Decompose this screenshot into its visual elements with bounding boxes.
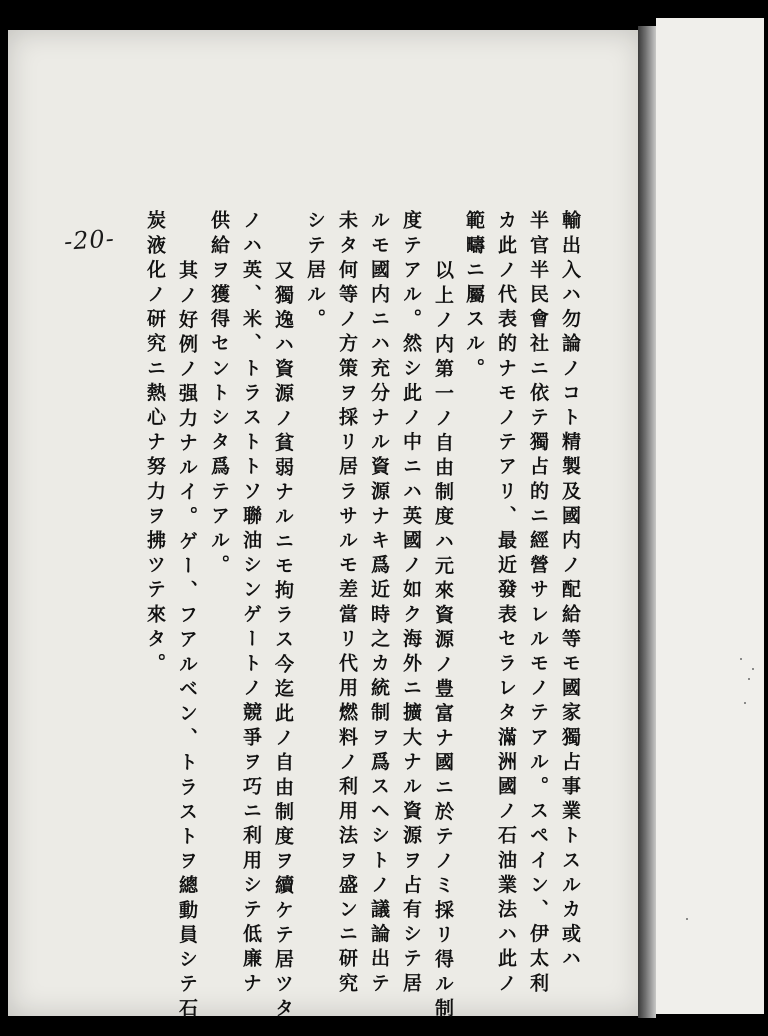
document-page: [8, 30, 642, 1023]
paper-speck: [740, 658, 742, 660]
text-column-7: ルモ國内ニハ充分ナル資源ナキ爲近時之カ統制ヲ爲スヘシトノ議論出テ: [368, 210, 390, 998]
text-column-2: 半官半民會社ニ依テ獨占的ニ經營サレルモノテアル。スペイン、伊太利: [527, 210, 549, 998]
text-column-13: 其ノ好例ノ强力ナルイ。ゲー、フアルベン、トラストヲ總動員シテ石: [176, 260, 198, 1023]
page-number: -20-: [63, 224, 116, 256]
text-column-10: 又獨逸ハ資源ノ貧弱ナルニモ拘ラス今迄此ノ自由制度ヲ續ケテ居ツタ: [272, 260, 294, 1023]
book-spine-shadow: [638, 26, 656, 1018]
text-column-11: ノハ英、米、トラストトソ聯油シンゲートノ競爭ヲ巧ニ利用シテ低廉ナ: [240, 210, 262, 998]
text-column-8: 未タ何等ノ方策ヲ採リ居ラサルモ差當リ代用燃料ノ利用法ヲ盛ンニ研究: [336, 210, 358, 998]
paper-speck: [752, 668, 754, 670]
text-column-1: 輸出入ハ勿論ノコト精製及國内ノ配給等モ國家獨占事業トスルカ或ハ: [559, 210, 581, 973]
text-column-9: シテ居ル。: [304, 210, 326, 333]
paper-speck: [748, 678, 750, 680]
facing-page-edge: [656, 18, 764, 1014]
text-column-12: 供給ヲ獲得セントシタ爲テアル。: [208, 210, 230, 579]
text-column-5: 以上ノ内第一ノ自由制度ハ元來資源ノ豊富ナ國ニ於テノミ採リ得ル制: [432, 260, 454, 1023]
text-column-3: カ此ノ代表的ナモノテアリ、最近發表セラレタ滿洲國ノ石油業法ハ此ノ: [495, 210, 517, 998]
text-column-14: 炭液化ノ研究ニ熱心ナ努力ヲ拂ツテ來タ。: [144, 210, 166, 678]
paper-speck: [744, 702, 746, 704]
text-column-4: 範疇ニ屬スル。: [463, 210, 485, 383]
paper-speck: [686, 918, 688, 920]
text-column-6: 度テアル。然シ此ノ中ニハ英國ノ如ク海外ニ擴大ナル資源ヲ占有シテ居: [400, 210, 422, 998]
